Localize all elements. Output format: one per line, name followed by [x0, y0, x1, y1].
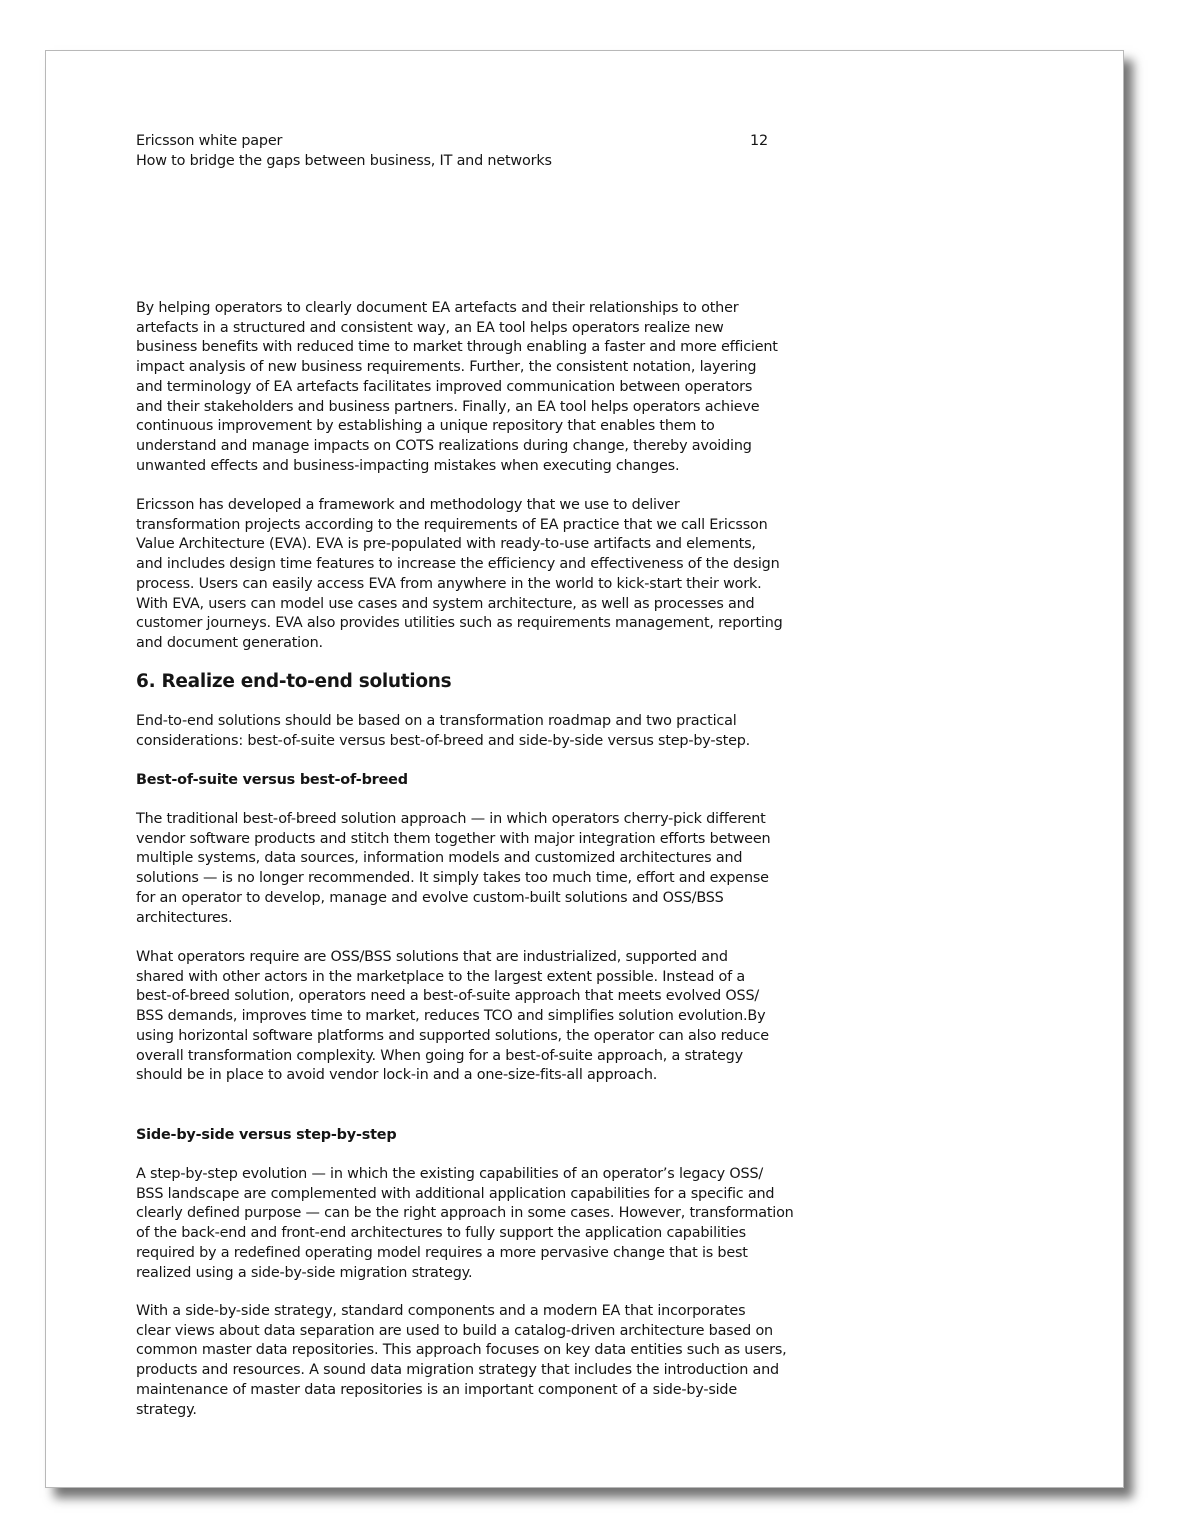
document-page [45, 50, 1124, 1488]
paragraph-side-by-side-strategy: With a side-by-side strategy, standard components and a modern EA that incorporates clear views about data separation are used to build a catalog-driven architecture based on common master data repositories. This approach focuses on key data entities such as users, products and resources. A sound data migration strategy that includes the introduction and maintenance of master data repositories is an important component of a side-by-side strategy. [136, 1303, 787, 1418]
subheading-side-by-side: Side-by-side versus step-by-step [136, 1127, 397, 1143]
page-number: 12 [750, 133, 768, 149]
paragraph-ericsson-eva: Ericsson has developed a framework and methodology that we use to deliver transformation projects according to the requirements of EA practice that we call Ericsson Value Architecture (EVA). EVA is pre-populated with ready-to-use artifacts and elements, and includes design time features to increase the efficiency and effectiveness of the design process. Users can easily access EVA from anywhere in the world to kick-start their work. With EVA, users can model use cases and system architecture, as well as processes and customer journeys. EVA also provides utilities such as requirements management, reporting and document generation. [136, 497, 783, 651]
paragraph-step-by-step: A step-by-step evolution — in which the existing capabilities of an operator’s legacy OSS/ BSS landscape are complemented with additional application capabilities for a specific and clearly defined purpose — can be the right approach in some cases. However, transformation of the back-end and front-end architectures to fully support the application capabilities required by a redefined operating model requires a more pervasive change that is best realized using a side-by-side migration strategy. [136, 1166, 794, 1281]
paragraph-ea-tool-benefits: By helping operators to clearly document EA artefacts and their relationships to other artefacts in a structured and consistent way, an EA tool helps operators realize new business benefits with reduced time to market through enabling a faster and more efficient impact analysis of new business requirements. Further, the consistent notation, layering and terminology of EA artefacts facilitates improved communication between operators and their stakeholders and business partners. Finally, an EA tool helps operators achieve continuous improvement by establishing a unique repository that enables them to understand and manage impacts on COTS realizations during change, thereby avoiding unwanted effects and business-impacting mistakes when executing changes. [136, 300, 778, 474]
paragraph-operators-require: What operators require are OSS/BSS solutions that are industrialized, supported and shared with other actors in the marketplace to the largest extent possible. Instead of a best-of-breed solution, operators need a best-of-suite approach that meets evolved OSS/ BSS demands, improves time to market, reduces TCO and simplifies solution evolution.By using horizontal software platforms and supported solutions, the operator can also reduce overall transformation complexity. When going for a best-of-suite approach, a strategy should be in place to avoid vendor lock-in and a one-size-fits-all approach. [136, 949, 769, 1084]
publication-name: Ericsson white paper [136, 133, 283, 149]
paragraph-end-to-end-intro: End-to-end solutions should be based on a transformation roadmap and two practical considerations: best-of-suite versus best-of-breed and side-by-side versus step-by-step. [136, 713, 751, 749]
paragraph-best-of-breed: The traditional best-of-breed solution approach — in which operators cherry-pick different vendor software products and stitch them together with major integration efforts between multiple systems, data sources, information models and customized architectures and solutions — is no longer recommended. It simply takes too much time, effort and expense for an operator to develop, manage and evolve custom-built solutions and OSS/BSS architectures. [136, 811, 771, 926]
section-heading: 6. Realize end-to-end solutions [136, 671, 452, 692]
running-header [136, 132, 796, 152]
subheading-best-of-suite: Best-of-suite versus best-of-breed [136, 772, 408, 788]
document-title: How to bridge the gaps between business, IT and networks [136, 153, 552, 169]
